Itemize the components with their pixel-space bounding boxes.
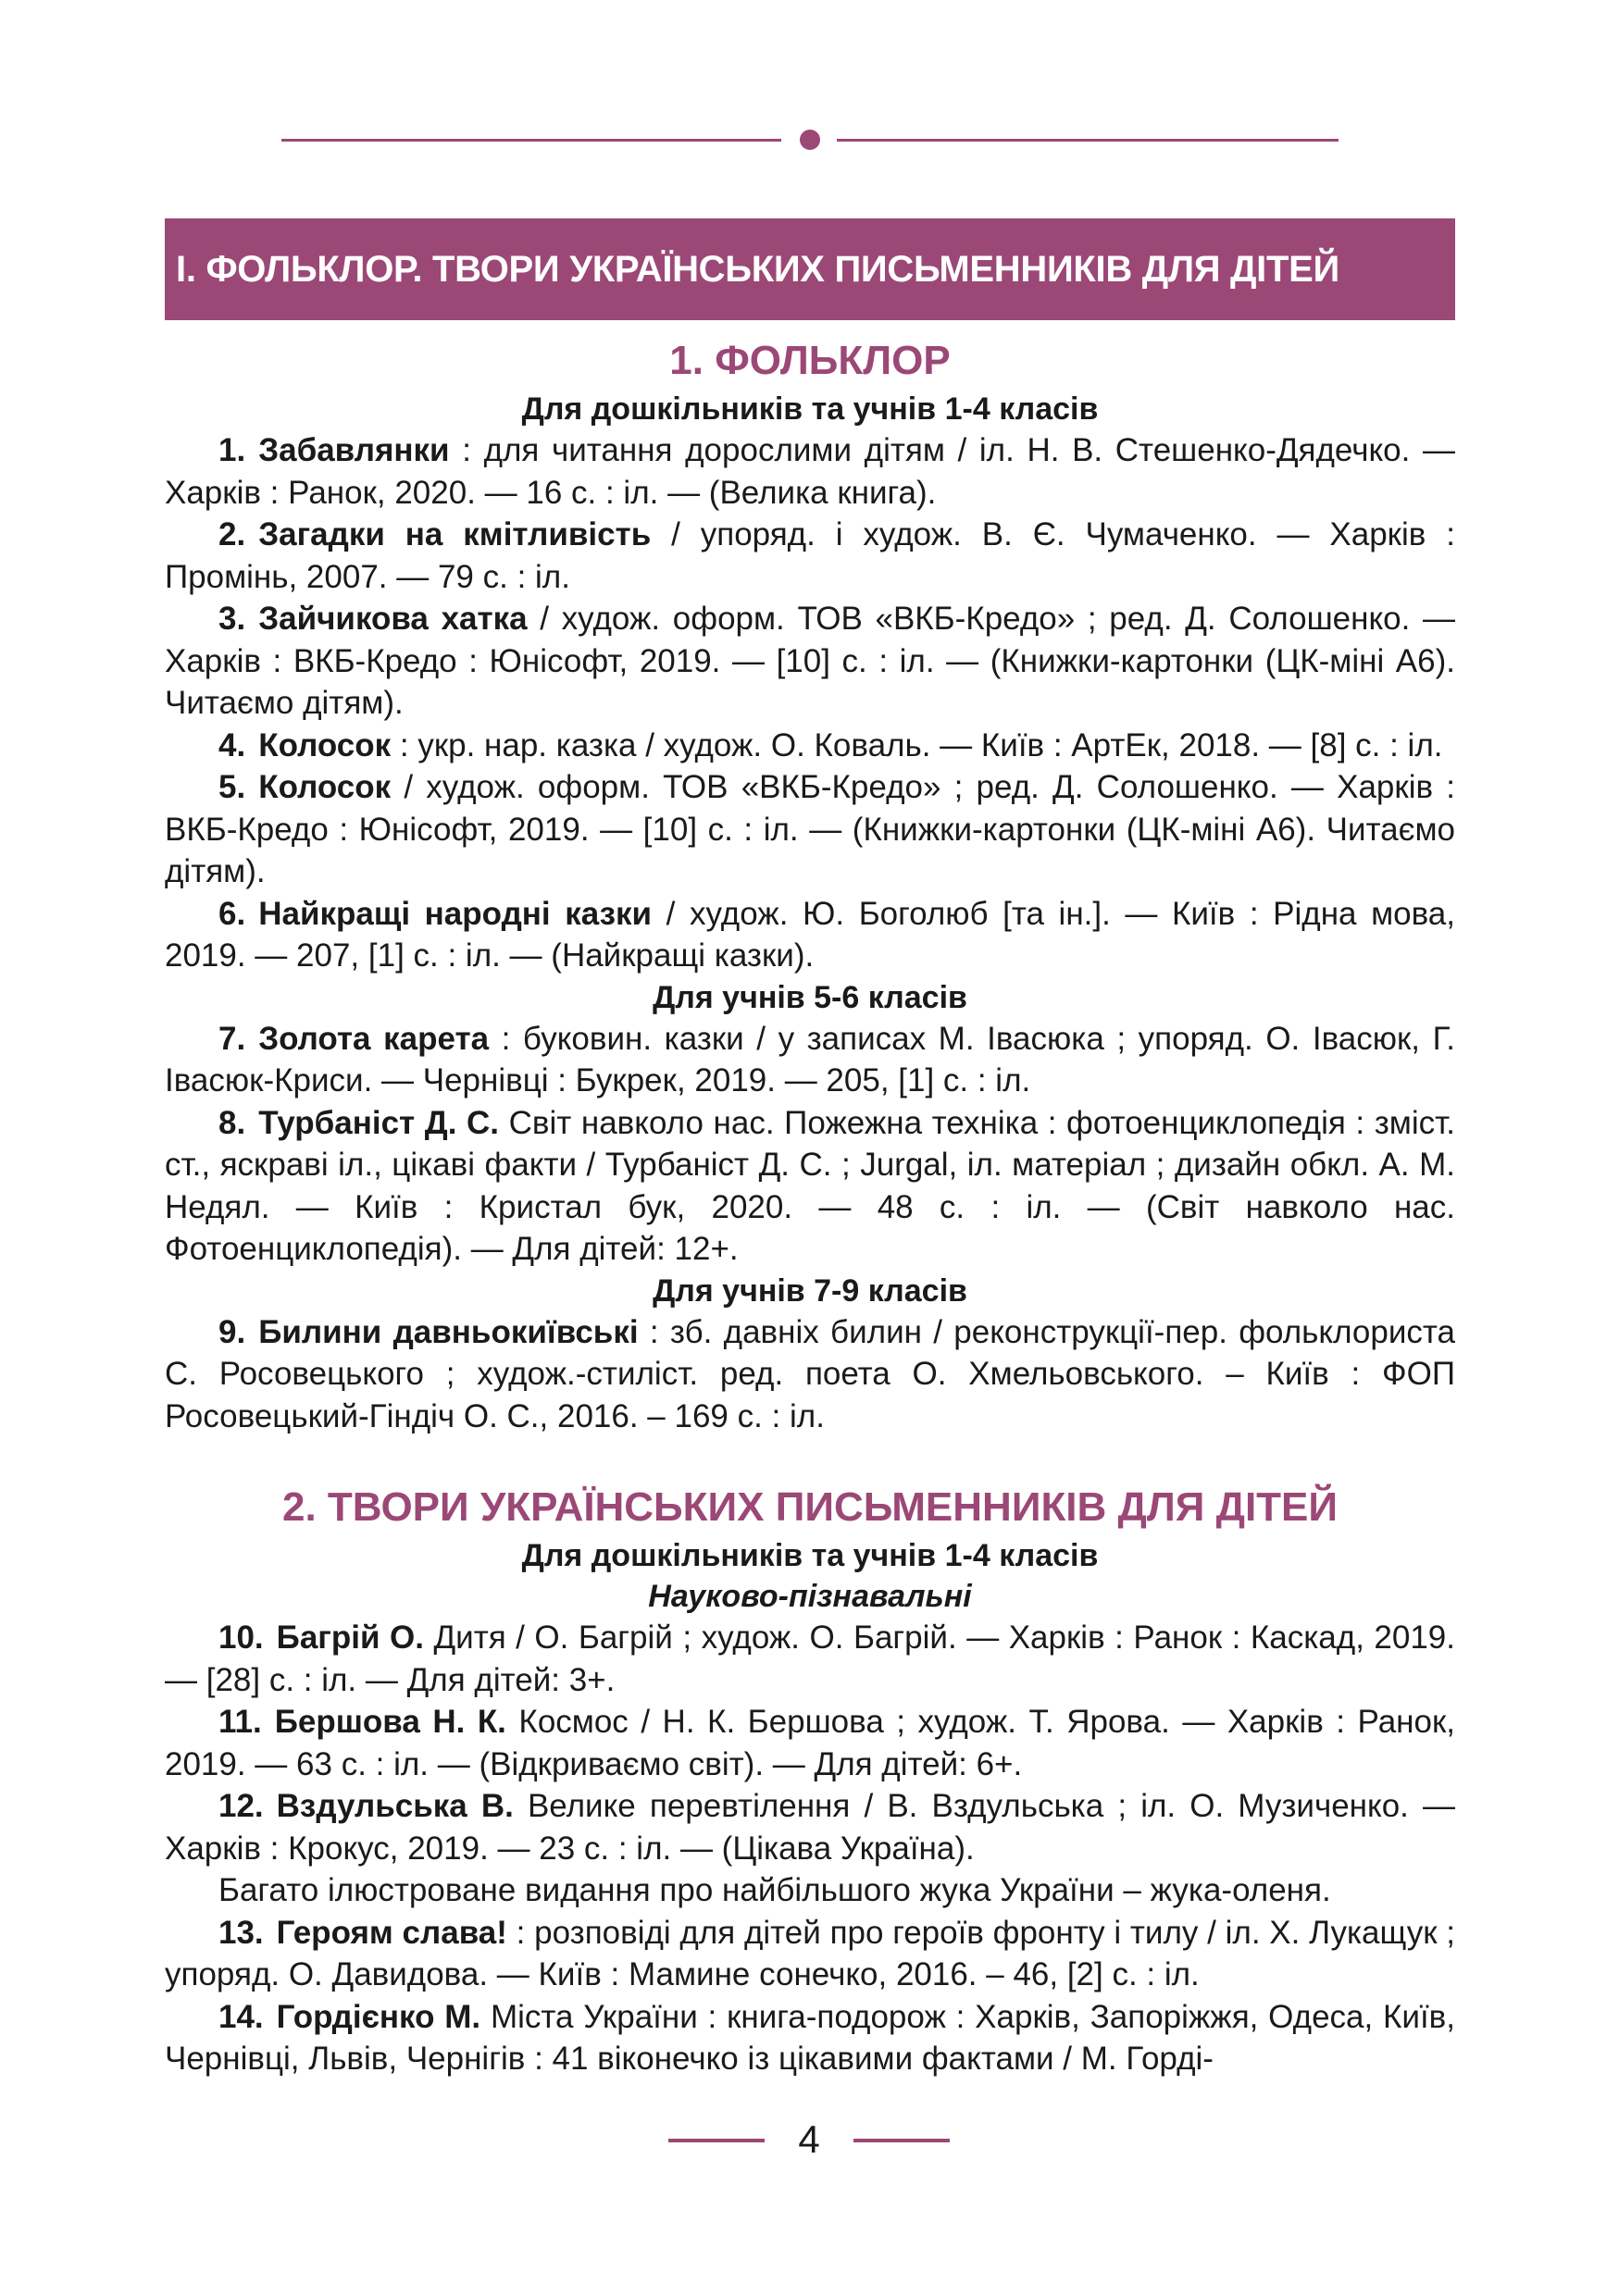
entry-heading: Колосок — [258, 769, 392, 805]
entry-heading: Зайчикова хатка — [258, 601, 528, 637]
bib-entry — [165, 1785, 1455, 1869]
entry-text: / худож. оформ. ТОВ «ВКБ-Кредо» ; ред. Д. Солошенко. — Харків : ВКБ-Кредо : Юнісофт, 2019. — [10] с. : іл. — (Книжки-картонки (ЦК-міні А6). Читаємо дітям). — [165, 769, 1455, 889]
entry-text: / худож. оформ. ТОВ «ВКБ-Кредо» ; ред. Д. Солошенко. — Харків : ВКБ-Кредо : Юнісофт, 2019. — [10] с. : іл. — (Книжки-картонки (ЦК-міні А6). Читаємо дітям). — [165, 601, 1455, 721]
bib-entry — [165, 598, 1455, 725]
entry-text: / упоряд. і худож. В. Є. Чумаченко. — Харків : Промінь, 2007. — 79 с. : іл. — [165, 516, 1455, 595]
entry-number: 13. — [218, 1914, 264, 1951]
entry-heading: Бершова Н. К. — [274, 1704, 506, 1740]
ornament-line-right — [837, 139, 1339, 142]
entry-heading: Колосок — [258, 726, 392, 763]
entry-number: 3. — [218, 601, 246, 637]
entry-number: 12. — [218, 1788, 264, 1824]
ornament-dot — [800, 130, 820, 150]
bib-entry — [165, 1102, 1455, 1271]
bib-entry — [165, 1996, 1455, 2080]
subgroup-heading: Науково-пізнавальні — [648, 1579, 972, 1614]
entry-number: 8. — [218, 1104, 246, 1141]
entry-number: 6. — [218, 895, 246, 932]
entry-heading: Гордієнко М. — [276, 1998, 481, 2035]
entry-annotation: Багато ілюстроване видання про найбільшого жука України – жука-оленя. — [218, 1872, 1331, 1908]
entry-text: : розповіді для дітей про героїв фронту і тилу / іл. Х. Лукащук ; упоряд. О. Давидова. — Київ : Мамине сонечко, 2016. – 46, [2] с. : іл. — [165, 1914, 1455, 1992]
entry-text: Космос / Н. К. Бершова ; худож. Т. Ярова. — Харків : Ранок, 2019. — 63 с. : іл. — (Відкриваємо світ). — Для дітей: 6+. — [165, 1704, 1456, 1782]
entry-text: : зб. давніх билин / реконструкції-пер. фольклориста С. Росовецького ; худож.-стиліст. ред. поета О. Хмельовського. – Київ : ФОП Росовецький-Гіндіч О. С., 2016. – 169 с. : іл. — [165, 1313, 1456, 1434]
bib-entry — [165, 725, 1455, 767]
group-heading: Для дошкільників та учнів 1-4 класів — [521, 391, 1099, 427]
entry-number: 5. — [218, 769, 246, 805]
bib-entry — [165, 766, 1455, 893]
entry-number: 11. — [218, 1704, 262, 1740]
entry-text: Велике перевтілення / В. Вздульська ; іл. О. Музиченко. — Харків : Крокус, 2019. — 23 с. : іл. — (Цікава Україна). — [165, 1788, 1456, 1867]
entry-number: 4. — [218, 726, 246, 763]
group-heading: Для учнів 5-6 класів — [653, 979, 967, 1015]
bib-entry — [165, 1311, 1455, 1438]
entry-heading: Турбаніст Д. С. — [258, 1104, 500, 1141]
entry-text: Світ навколо нас. Пожежна техніка : фотоенциклопедія : зміст. ст., яскраві іл., цікаві факти / Турбаніст Д. С. ; Jurgal, іл. матеріал ; дизайн обкл. А. М. Недял. — Київ : Кристал бук, 2020. — 48 с. : іл. — (Світ навколо нас. Фотоенциклопедія). — Для дітей: 12+. — [165, 1104, 1455, 1267]
page-number: 4 — [798, 2117, 820, 2161]
entry-text: Міста України : книга-подорож : Харків, Запоріжжя, Одеса, Київ, Чернівці, Львів, Чернігів : 41 віконечко із цікавими фактами / М. Горді- — [165, 1998, 1455, 2077]
group-heading: Для учнів 7-9 класів — [653, 1272, 967, 1309]
entry-heading: Багрій О. — [276, 1620, 424, 1656]
ornament-line-left — [281, 139, 781, 142]
bib-entry — [165, 1701, 1455, 1785]
bib-entry — [165, 1912, 1455, 1996]
group-heading: Для дошкільників та учнів 1-4 класів — [521, 1538, 1099, 1573]
section-banner — [165, 218, 1455, 320]
bib-entry — [165, 429, 1455, 514]
entry-number: 2. — [218, 516, 246, 552]
bib-entry — [165, 1018, 1455, 1102]
bib-entry — [165, 893, 1455, 977]
entry-heading: Билини давньокиївські — [258, 1313, 639, 1350]
bib-entry — [165, 514, 1455, 598]
entry-text: / худож. Ю. Боголюб [та ін.]. — Київ : Рідна мова, 2019. — 207, [1] с. : іл. — (Найкращі казки). — [165, 895, 1455, 974]
entry-heading: Вздульська В. — [276, 1788, 514, 1824]
entry-number: 10. — [218, 1620, 264, 1656]
entry-heading: Загадки на кмітливість — [258, 516, 652, 552]
entry-number: 1. — [218, 432, 246, 468]
entry-text: : укр. нар. казка / худож. О. Коваль. — Київ : АртЕк, 2018. — [8] с. : іл. — [391, 726, 1443, 763]
entry-text: Дитя / О. Багрій ; худож. О. Багрій. — Харків : Ранок : Каскад, 2019. — [28] с. : іл. — Для дітей: 3+. — [165, 1620, 1455, 1698]
page-content — [165, 333, 1455, 2080]
part2-title: 2. ТВОРИ УКРАЇНСЬКИХ ПИСЬМЕННИКІВ ДЛЯ ДІТЕЙ — [281, 1484, 1339, 1530]
entry-heading: Золота карета — [258, 1020, 490, 1057]
entry-heading: Героям слава! — [276, 1914, 507, 1951]
entry-number: 7. — [218, 1020, 246, 1057]
entry-number: 9. — [218, 1313, 246, 1350]
entry-text: : буковин. казки / у записах М. Івасюка ; упоряд. О. Івасюк, Г. Івасюк-Криси. — Чернівці : Букрек, 2019. — 205, [1] с. : іл. — [165, 1020, 1455, 1098]
entry-heading: Найкращі народні казки — [258, 895, 653, 932]
entry-heading: Забавлянки — [258, 432, 450, 468]
bib-entry — [165, 1617, 1455, 1701]
top-ornament — [281, 130, 1339, 150]
section-title: І. ФОЛЬКЛОР. ТВОРИ УКРАЇНСЬКИХ ПИСЬМЕННИКІВ ДЛЯ ДІТЕЙ — [176, 248, 1339, 290]
part1-title: 1. ФОЛЬКЛОР — [669, 338, 951, 383]
entry-number: 14. — [218, 1998, 264, 2035]
page-footer — [668, 2114, 950, 2166]
section-gap — [165, 1437, 1455, 1480]
entry-text: : для читання дорослими дітям / іл. Н. В. Стешенко-Дядечко. — Харків : Ранок, 2020. — 16 с. : іл. — (Велика книга). — [165, 432, 1455, 511]
footer-line-right — [853, 2139, 950, 2142]
